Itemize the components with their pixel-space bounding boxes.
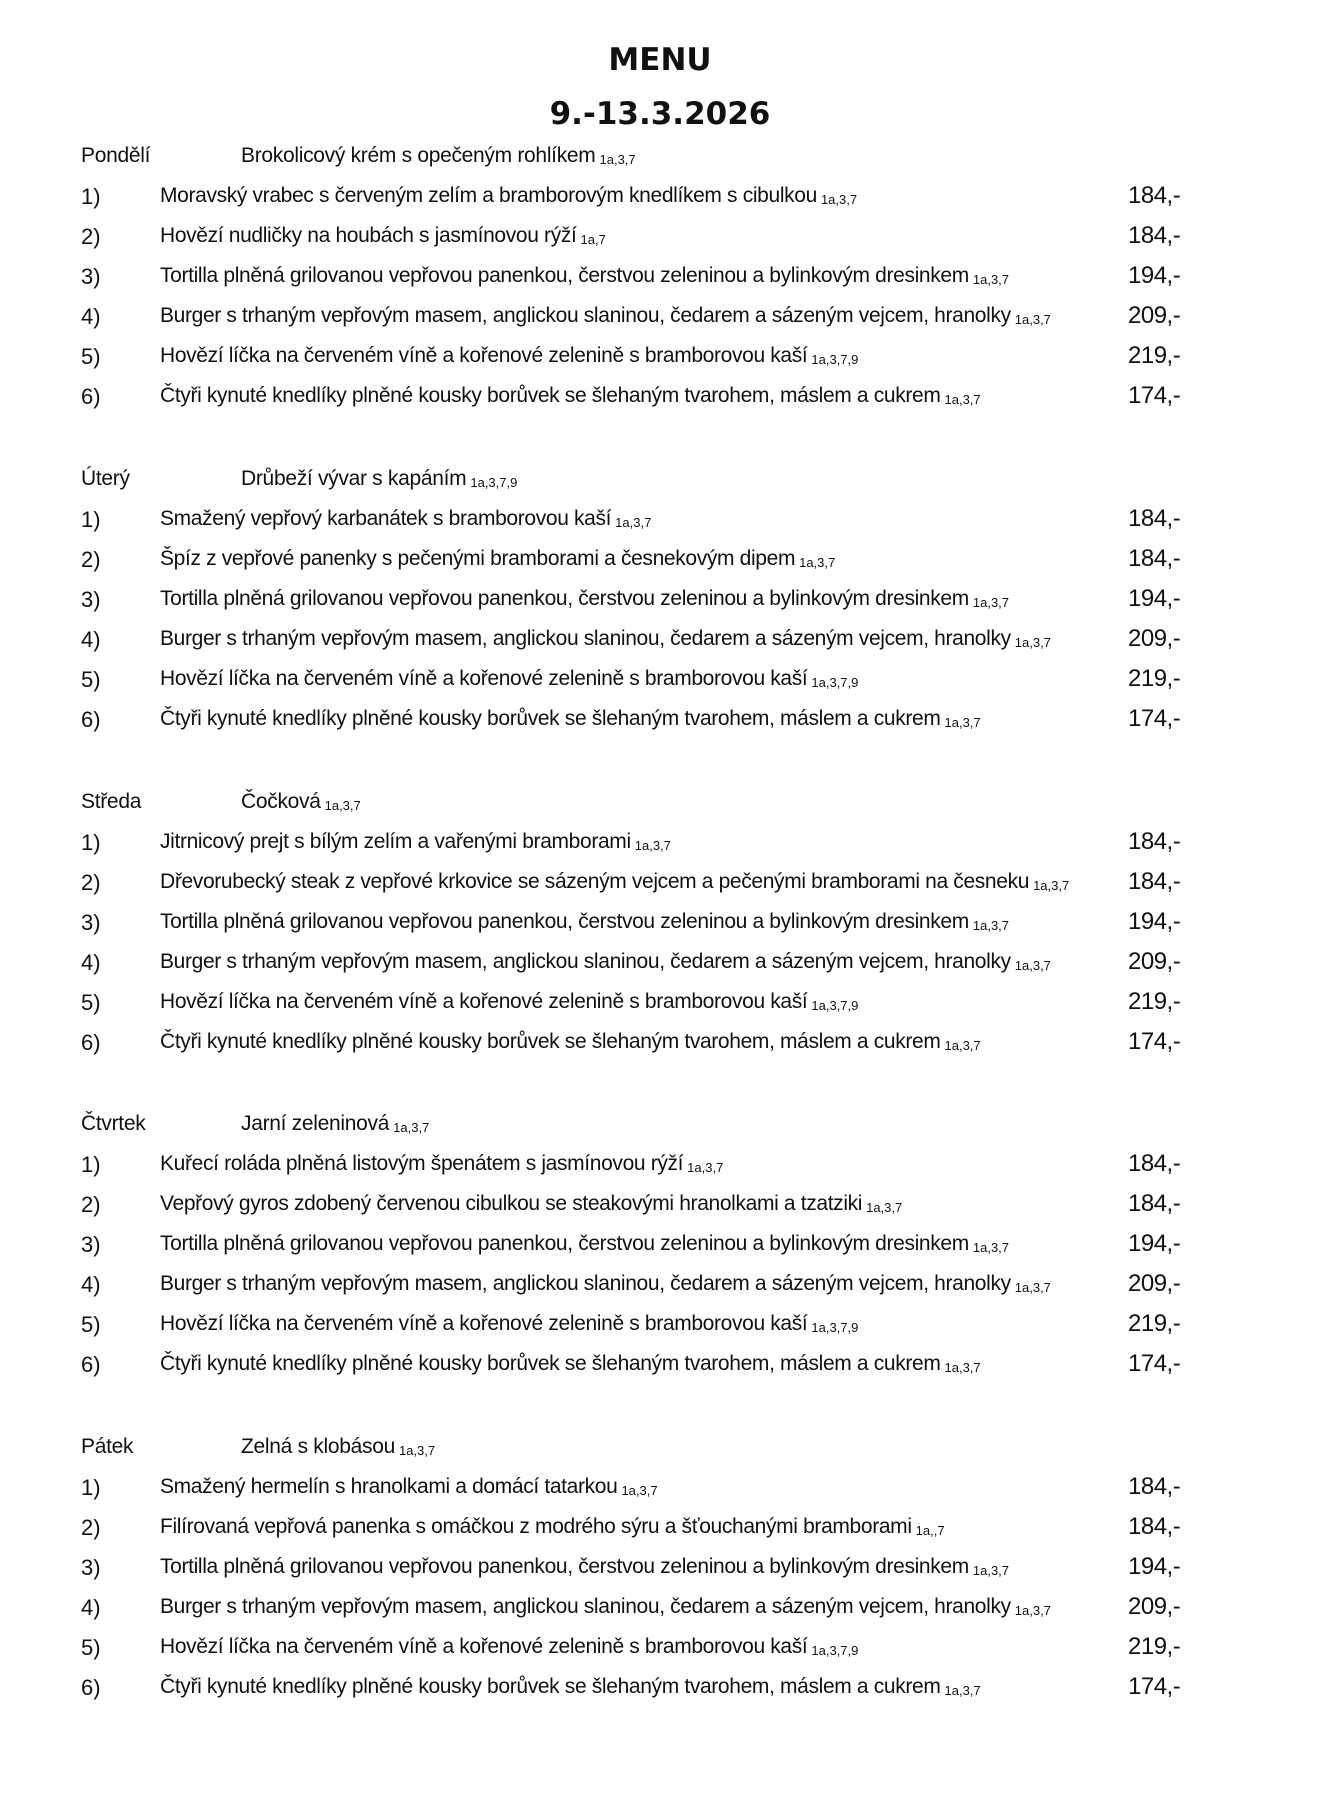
item-price: 219,-	[1128, 1310, 1181, 1337]
item-price: 184,-	[1128, 505, 1181, 532]
menu-item	[0, 1268, 1320, 1308]
day-name: Pátek	[81, 1435, 134, 1458]
item-number: 5)	[81, 1312, 101, 1337]
item-allergens: 1a,3,7	[687, 1160, 724, 1175]
item-description	[160, 1192, 902, 1216]
item-description	[160, 547, 835, 571]
item-name: Čtyři kynuté knedlíky plněné kousky borůvek se šlehaným tvarohem, máslem a cukrem	[160, 1030, 941, 1053]
item-number: 2)	[81, 870, 101, 895]
item-name: Burger s trhaným vepřovým masem, anglickou slaninou, čedarem a sázeným vejcem, hranolky	[160, 950, 1011, 973]
item-price: 174,-	[1128, 1028, 1181, 1055]
item-description	[160, 1595, 1051, 1619]
item-description	[160, 1312, 858, 1336]
item-price: 194,-	[1128, 585, 1181, 612]
item-number: 6)	[81, 707, 101, 732]
item-description	[160, 1515, 945, 1539]
menu-item	[0, 1348, 1320, 1388]
item-number: 6)	[81, 1030, 101, 1055]
item-name: Filírovaná vepřová panenka s omáčkou z modrého sýru a šťouchanými bramborami	[160, 1515, 912, 1538]
item-allergens: 1a,7	[580, 232, 606, 247]
item-description	[160, 1272, 1051, 1296]
item-number: 5)	[81, 1635, 101, 1660]
item-price: 219,-	[1128, 988, 1181, 1015]
item-description	[160, 1555, 1009, 1579]
soup-name: Brokolicový krém s opečeným rohlíkem	[241, 144, 596, 167]
item-allergens: 1a,3,7,9	[811, 1643, 859, 1658]
item-name: Dřevorubecký steak z vepřové krkovice se sázeným vejcem a pečenými bramborami na česneku	[160, 870, 1030, 893]
item-price: 174,-	[1128, 382, 1181, 409]
menu-item	[0, 1148, 1320, 1188]
item-description	[160, 1152, 723, 1176]
item-description	[160, 910, 1009, 934]
item-number: 6)	[81, 1352, 101, 1377]
soup-of-the-day	[241, 467, 517, 491]
item-number: 4)	[81, 304, 101, 329]
menu-item	[0, 1551, 1320, 1591]
item-description	[160, 587, 1009, 611]
item-allergens: 1a,3,7,9	[811, 1320, 859, 1335]
item-name: Čtyři kynuté knedlíky plněné kousky borůvek se šlehaným tvarohem, máslem a cukrem	[160, 707, 941, 730]
item-name: Špíz z vepřové panenky s pečenými bramborami a česnekovým dipem	[160, 547, 796, 570]
item-description	[160, 304, 1051, 328]
menu-item	[0, 1308, 1320, 1348]
item-number: 5)	[81, 990, 101, 1015]
item-name: Čtyři kynuté knedlíky plněné kousky borůvek se šlehaným tvarohem, máslem a cukrem	[160, 384, 941, 407]
item-name: Hovězí nudličky na houbách s jasmínovou rýží	[160, 224, 577, 247]
item-price: 219,-	[1128, 665, 1181, 692]
item-name: Burger s trhaným vepřovým masem, anglickou slaninou, čedarem a sázeným vejcem, hranolky	[160, 627, 1011, 650]
soup-allergens: 1a,3,7	[398, 1443, 436, 1458]
item-price: 209,-	[1128, 1270, 1181, 1297]
item-price: 184,-	[1128, 868, 1181, 895]
item-name: Hovězí líčka na červeném víně a kořenové zelenině s bramborovou kaší	[160, 1635, 808, 1658]
soup-name: Čočková	[241, 790, 321, 813]
item-number: 1)	[81, 1152, 101, 1177]
item-description	[160, 990, 858, 1014]
menu-item	[0, 703, 1320, 743]
soup-row	[0, 463, 1320, 503]
item-price: 184,-	[1128, 828, 1181, 855]
soup-row	[0, 1431, 1320, 1471]
item-description	[160, 184, 857, 208]
item-name: Tortilla plněná grilovanou vepřovou panenkou, čerstvou zeleninou a bylinkovým dresinkem	[160, 910, 969, 933]
menu-item	[0, 220, 1320, 260]
item-description	[160, 344, 858, 368]
menu-item	[0, 1188, 1320, 1228]
item-name: Jitrnicový prejt s bílým zelím a vařenými bramborami	[160, 830, 631, 853]
item-allergens: 1a,3,7	[1014, 635, 1051, 650]
item-allergens: 1a,3,7	[972, 1240, 1010, 1255]
item-allergens: 1a,3,7	[972, 272, 1010, 287]
item-number: 4)	[81, 1272, 101, 1297]
item-price: 174,-	[1128, 1673, 1181, 1700]
soup-of-the-day	[241, 1112, 429, 1136]
item-allergens: 1a,3,7	[1014, 958, 1051, 973]
item-allergens: 1a,3,7	[634, 838, 671, 853]
item-price: 194,-	[1128, 908, 1181, 935]
menu-item	[0, 380, 1320, 420]
item-price: 184,-	[1128, 1513, 1181, 1540]
menu-item	[0, 1471, 1320, 1511]
item-price: 184,-	[1128, 182, 1181, 209]
item-description	[160, 1030, 981, 1054]
item-number: 2)	[81, 547, 101, 572]
soup-of-the-day	[241, 144, 636, 168]
item-allergens: 1a,3,7	[944, 1038, 981, 1053]
item-number: 5)	[81, 667, 101, 692]
item-price: 184,-	[1128, 1473, 1181, 1500]
menu-item	[0, 340, 1320, 380]
item-allergens: 1a,3,7	[944, 715, 981, 730]
item-price: 184,-	[1128, 1150, 1181, 1177]
item-allergens: 1a,3,7	[1014, 1603, 1051, 1618]
menu-item	[0, 1228, 1320, 1268]
item-name: Tortilla plněná grilovanou vepřovou panenkou, čerstvou zeleninou a bylinkovým dresinkem	[160, 1232, 969, 1255]
item-name: Vepřový gyros zdobený červenou cibulkou se steakovými hranolkami a tzatziki	[160, 1192, 863, 1215]
item-description	[160, 1352, 981, 1376]
item-allergens: 1a,3,7	[972, 1563, 1010, 1578]
item-price: 184,-	[1128, 222, 1181, 249]
item-name: Tortilla plněná grilovanou vepřovou panenkou, čerstvou zeleninou a bylinkovým dresinkem	[160, 1555, 969, 1578]
item-name: Burger s trhaným vepřovým masem, anglickou slaninou, čedarem a sázeným vejcem, hranolky	[160, 304, 1011, 327]
item-allergens: 1a,3,7	[615, 515, 652, 530]
item-number: 4)	[81, 627, 101, 652]
item-price: 184,-	[1128, 545, 1181, 572]
item-price: 219,-	[1128, 342, 1181, 369]
soup-row	[0, 786, 1320, 826]
item-number: 6)	[81, 1675, 101, 1700]
item-allergens: 1a,3,7	[1014, 312, 1051, 327]
soup-name: Drůbeží vývar s kapáním	[241, 467, 467, 490]
item-description	[160, 264, 1009, 288]
item-name: Čtyři kynuté knedlíky plněné kousky borůvek se šlehaným tvarohem, máslem a cukrem	[160, 1675, 941, 1698]
item-allergens: 1a,3,7	[944, 1360, 981, 1375]
item-allergens: 1a,3,7	[1033, 878, 1070, 893]
item-number: 2)	[81, 224, 101, 249]
item-name: Kuřecí roláda plněná listovým špenátem s jasmínovou rýží	[160, 1152, 684, 1175]
item-allergens: 1a,3,7	[799, 555, 836, 570]
item-description	[160, 707, 981, 731]
item-number: 3)	[81, 1232, 101, 1257]
item-name: Burger s trhaným vepřovým masem, anglickou slaninou, čedarem a sázeným vejcem, hranolky	[160, 1595, 1011, 1618]
item-price: 209,-	[1128, 302, 1181, 329]
menu-item	[0, 663, 1320, 703]
item-number: 3)	[81, 587, 101, 612]
menu-item	[0, 503, 1320, 543]
menu-title: MENU	[608, 42, 712, 78]
soup-allergens: 1a,3,7	[599, 152, 636, 167]
item-description	[160, 507, 651, 531]
item-number: 1)	[81, 184, 101, 209]
item-price: 209,-	[1128, 948, 1181, 975]
item-number: 1)	[81, 507, 101, 532]
item-number: 6)	[81, 384, 101, 409]
item-name: Burger s trhaným vepřovým masem, anglickou slaninou, čedarem a sázeným vejcem, hranolky	[160, 1272, 1011, 1295]
item-price: 219,-	[1128, 1633, 1181, 1660]
menu-item	[0, 1631, 1320, 1671]
item-allergens: 1a,,7	[915, 1523, 945, 1538]
item-name: Moravský vrabec s červeným zelím a bramborovým knedlíkem s cibulkou	[160, 184, 817, 207]
item-name: Tortilla plněná grilovanou vepřovou panenkou, čerstvou zeleninou a bylinkovým dresinkem	[160, 587, 969, 610]
soup-allergens: 1a,3,7	[393, 1120, 430, 1135]
menu-item	[0, 300, 1320, 340]
item-name: Smažený vepřový karbanátek s bramborovou kaší	[160, 507, 612, 530]
item-allergens: 1a,3,7,9	[811, 675, 859, 690]
item-number: 3)	[81, 910, 101, 935]
item-number: 5)	[81, 344, 101, 369]
item-name: Hovězí líčka na červeném víně a kořenové zelenině s bramborovou kaší	[160, 1312, 808, 1335]
item-number: 1)	[81, 830, 101, 855]
menu-item	[0, 866, 1320, 906]
item-description	[160, 870, 1069, 894]
item-number: 4)	[81, 950, 101, 975]
menu-item	[0, 1026, 1320, 1066]
menu-item	[0, 583, 1320, 623]
item-number: 2)	[81, 1515, 101, 1540]
item-allergens: 1a,3,7,9	[811, 998, 859, 1013]
item-price: 209,-	[1128, 1593, 1181, 1620]
item-price: 184,-	[1128, 1190, 1181, 1217]
item-price: 209,-	[1128, 625, 1181, 652]
day-name: Středa	[81, 790, 142, 813]
item-description	[160, 830, 671, 854]
menu-item	[0, 1671, 1320, 1711]
item-description	[160, 667, 858, 691]
item-price: 194,-	[1128, 262, 1181, 289]
soup-name: Zelná s klobásou	[241, 1435, 395, 1458]
menu-dates: 9.-13.3.2026	[549, 96, 771, 132]
soup-row	[0, 140, 1320, 180]
item-allergens: 1a,3,7	[621, 1483, 658, 1498]
item-allergens: 1a,3,7	[1014, 1280, 1051, 1295]
menu-item	[0, 946, 1320, 986]
item-price: 174,-	[1128, 705, 1181, 732]
menu-item	[0, 180, 1320, 220]
item-price: 174,-	[1128, 1350, 1181, 1377]
menu-item	[0, 260, 1320, 300]
menu-item	[0, 1591, 1320, 1631]
item-allergens: 1a,3,7,9	[811, 352, 859, 367]
item-number: 3)	[81, 1555, 101, 1580]
item-description	[160, 627, 1051, 651]
menu-item	[0, 1511, 1320, 1551]
item-allergens: 1a,3,7	[944, 392, 981, 407]
item-name: Čtyři kynuté knedlíky plněné kousky borůvek se šlehaným tvarohem, máslem a cukrem	[160, 1352, 941, 1375]
item-allergens: 1a,3,7	[944, 1683, 981, 1698]
day-name: Úterý	[81, 467, 130, 490]
menu-item	[0, 623, 1320, 663]
item-description	[160, 384, 981, 408]
day-name: Čtvrtek	[81, 1112, 146, 1135]
menu-item	[0, 906, 1320, 946]
item-number: 2)	[81, 1192, 101, 1217]
soup-allergens: 1a,3,7,9	[470, 475, 518, 490]
item-description	[160, 224, 606, 248]
item-price: 194,-	[1128, 1230, 1181, 1257]
item-description	[160, 1675, 981, 1699]
soup-row	[0, 1108, 1320, 1148]
day-name: Pondělí	[81, 144, 151, 167]
soup-of-the-day	[241, 790, 361, 814]
soup-name: Jarní zeleninová	[241, 1112, 390, 1135]
item-number: 3)	[81, 264, 101, 289]
item-name: Smažený hermelín s hranolkami a domácí tatarkou	[160, 1475, 618, 1498]
item-name: Tortilla plněná grilovanou vepřovou panenkou, čerstvou zeleninou a bylinkovým dresinkem	[160, 264, 969, 287]
soup-of-the-day	[241, 1435, 435, 1459]
item-name: Hovězí líčka na červeném víně a kořenové zelenině s bramborovou kaší	[160, 990, 808, 1013]
item-price: 194,-	[1128, 1553, 1181, 1580]
item-name: Hovězí líčka na červeném víně a kořenové zelenině s bramborovou kaší	[160, 667, 808, 690]
item-name: Hovězí líčka na červeném víně a kořenové zelenině s bramborovou kaší	[160, 344, 808, 367]
item-description	[160, 1475, 658, 1499]
item-number: 1)	[81, 1475, 101, 1500]
item-description	[160, 950, 1051, 974]
item-description	[160, 1232, 1009, 1256]
item-allergens: 1a,3,7	[866, 1200, 903, 1215]
menu-item	[0, 543, 1320, 583]
menu-item	[0, 826, 1320, 866]
item-allergens: 1a,3,7	[972, 595, 1010, 610]
item-allergens: 1a,3,7	[972, 918, 1010, 933]
menu-item	[0, 986, 1320, 1026]
soup-allergens: 1a,3,7	[324, 798, 361, 813]
item-allergens: 1a,3,7	[820, 192, 858, 207]
item-description	[160, 1635, 858, 1659]
item-number: 4)	[81, 1595, 101, 1620]
